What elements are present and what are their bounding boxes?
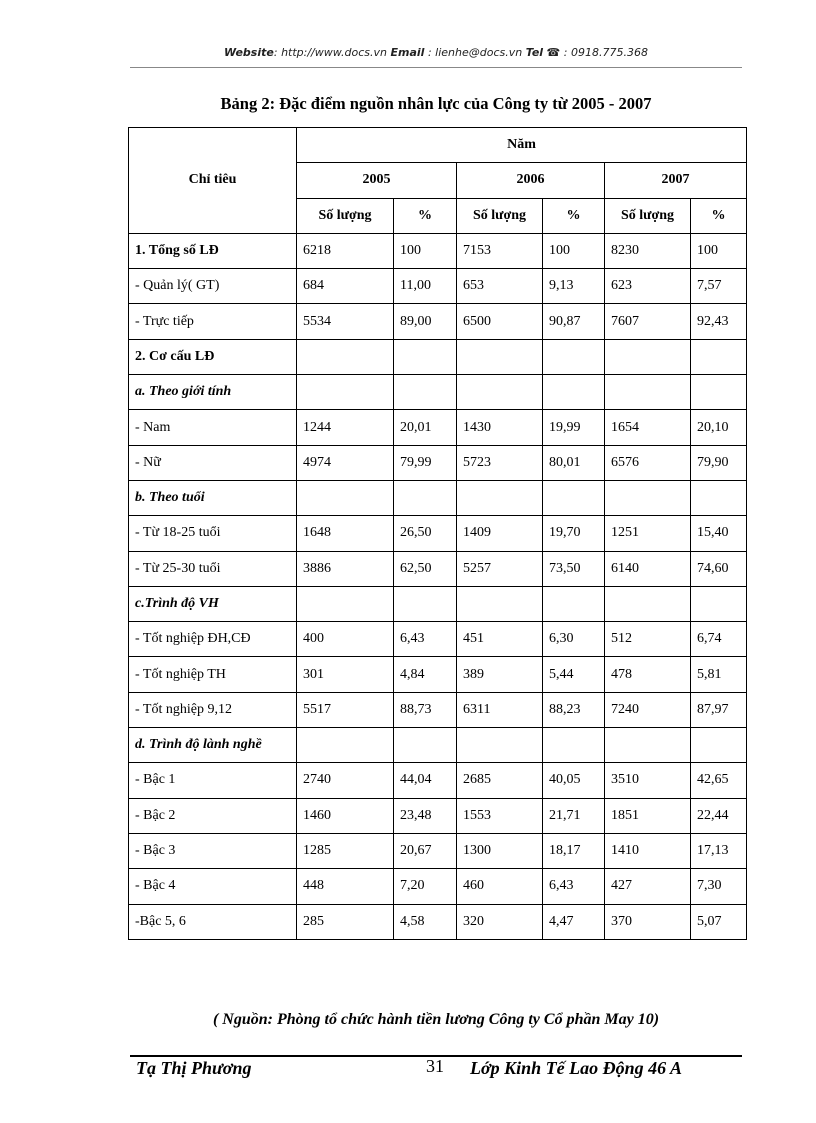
pct-cell: 4,58: [394, 904, 457, 939]
pct-header: %: [691, 198, 747, 233]
qty-cell: 1430: [457, 410, 543, 445]
pct-cell: 100: [543, 233, 605, 268]
row-label: - Tốt nghiệp TH: [129, 657, 297, 692]
pct-cell: 19,70: [543, 516, 605, 551]
pct-cell: 80,01: [543, 445, 605, 480]
year-header: 2007: [605, 163, 747, 198]
pct-header: %: [543, 198, 605, 233]
qty-cell: 653: [457, 269, 543, 304]
qty-cell: 6576: [605, 445, 691, 480]
row-label: -Bậc 5, 6: [129, 904, 297, 939]
row-label: - Từ 18-25 tuổi: [129, 516, 297, 551]
qty-cell: 3886: [297, 551, 394, 586]
qty-cell: 8230: [605, 233, 691, 268]
qty-cell: [605, 339, 691, 374]
tel-label: Tel: [525, 46, 544, 59]
qty-cell: 478: [605, 657, 691, 692]
qty-cell: 3510: [605, 763, 691, 798]
table-row: [129, 480, 747, 515]
pct-cell: 74,60: [691, 551, 747, 586]
source-note: ( Nguồn: Phòng tổ chức hành tiền lương Công ty Cổ phần May 10): [212, 1011, 660, 1028]
qty-header: Số lượng: [605, 198, 691, 233]
pct-cell: [543, 480, 605, 515]
website-url[interactable]: http://www.docs.vn: [281, 46, 388, 59]
pct-cell: 9,13: [543, 269, 605, 304]
row-label: - Tốt nghiệp 9,12: [129, 692, 297, 727]
qty-cell: [457, 339, 543, 374]
pct-cell: [543, 586, 605, 621]
row-label: a. Theo giới tính: [129, 375, 297, 410]
pct-cell: 5,81: [691, 657, 747, 692]
pct-cell: 89,00: [394, 304, 457, 339]
pct-cell: 4,47: [543, 904, 605, 939]
pct-cell: 40,05: [543, 763, 605, 798]
table-row: [129, 692, 747, 727]
pct-cell: 23,48: [394, 798, 457, 833]
pct-cell: 79,99: [394, 445, 457, 480]
row-label: 1. Tổng số LĐ: [129, 233, 297, 268]
pct-cell: [394, 339, 457, 374]
qty-cell: 512: [605, 622, 691, 657]
pct-cell: [691, 339, 747, 374]
pct-cell: [543, 728, 605, 763]
qty-cell: 1409: [457, 516, 543, 551]
pct-cell: [543, 339, 605, 374]
qty-cell: [457, 728, 543, 763]
table-row: [129, 657, 747, 692]
pct-cell: 79,90: [691, 445, 747, 480]
qty-cell: 460: [457, 869, 543, 904]
qty-header: Số lượng: [457, 198, 543, 233]
qty-cell: [297, 480, 394, 515]
website-label: Website: [224, 46, 274, 59]
email-separator: :: [424, 46, 436, 59]
year-header: 2006: [457, 163, 605, 198]
qty-cell: 370: [605, 904, 691, 939]
qty-cell: 623: [605, 269, 691, 304]
qty-cell: [457, 480, 543, 515]
qty-cell: 6218: [297, 233, 394, 268]
pct-cell: 42,65: [691, 763, 747, 798]
row-label: - Tốt nghiệp ĐH,CĐ: [129, 622, 297, 657]
qty-cell: [605, 375, 691, 410]
qty-cell: [297, 586, 394, 621]
qty-cell: 684: [297, 269, 394, 304]
qty-cell: 7240: [605, 692, 691, 727]
table-row: [129, 339, 747, 374]
pct-cell: [691, 375, 747, 410]
qty-cell: 2685: [457, 763, 543, 798]
pct-cell: [394, 375, 457, 410]
pct-cell: [691, 480, 747, 515]
pct-cell: 7,57: [691, 269, 747, 304]
footer-class: Lớp Kinh Tế Lao Động 46 A: [470, 1058, 683, 1078]
qty-cell: [605, 586, 691, 621]
indicator-header: Chỉ tiêu: [129, 128, 297, 234]
pct-cell: 73,50: [543, 551, 605, 586]
qty-cell: [605, 728, 691, 763]
pct-cell: 4,84: [394, 657, 457, 692]
row-label: - Quản lý( GT): [129, 269, 297, 304]
pct-cell: 20,67: [394, 833, 457, 868]
qty-cell: [605, 480, 691, 515]
row-label: - Nam: [129, 410, 297, 445]
row-label: - Bậc 1: [129, 763, 297, 798]
qty-cell: 6500: [457, 304, 543, 339]
pct-cell: 21,71: [543, 798, 605, 833]
qty-cell: 448: [297, 869, 394, 904]
qty-cell: 7153: [457, 233, 543, 268]
pct-cell: 88,73: [394, 692, 457, 727]
pct-cell: [394, 728, 457, 763]
qty-cell: 400: [297, 622, 394, 657]
pct-cell: 18,17: [543, 833, 605, 868]
qty-cell: 6140: [605, 551, 691, 586]
qty-cell: 1553: [457, 798, 543, 833]
qty-cell: 6311: [457, 692, 543, 727]
row-label: - Bậc 3: [129, 833, 297, 868]
row-label: - Từ 25-30 tuổi: [129, 551, 297, 586]
email-value[interactable]: lienhe@docs.vn: [435, 46, 523, 59]
qty-cell: 1460: [297, 798, 394, 833]
pct-cell: 11,00: [394, 269, 457, 304]
pct-cell: 90,87: [543, 304, 605, 339]
qty-cell: [297, 339, 394, 374]
pct-cell: 92,43: [691, 304, 747, 339]
table-row: [129, 410, 747, 445]
qty-cell: 5517: [297, 692, 394, 727]
qty-cell: 389: [457, 657, 543, 692]
qty-cell: 2740: [297, 763, 394, 798]
pct-cell: 6,43: [543, 869, 605, 904]
table-row: [129, 269, 747, 304]
qty-cell: 1300: [457, 833, 543, 868]
qty-cell: [457, 586, 543, 621]
pct-cell: [691, 586, 747, 621]
pct-cell: 7,30: [691, 869, 747, 904]
row-label: - Trực tiếp: [129, 304, 297, 339]
qty-cell: 5723: [457, 445, 543, 480]
qty-cell: 1410: [605, 833, 691, 868]
row-label: b. Theo tuổi: [129, 480, 297, 515]
website-separator: :: [273, 46, 282, 59]
table-row: [129, 728, 747, 763]
table-body: [129, 233, 747, 939]
pct-cell: 20,01: [394, 410, 457, 445]
qty-cell: 5534: [297, 304, 394, 339]
qty-cell: 5257: [457, 551, 543, 586]
pct-cell: 100: [691, 233, 747, 268]
pct-cell: 20,10: [691, 410, 747, 445]
table-row: [129, 304, 747, 339]
page-number: 31: [426, 1058, 444, 1076]
qty-cell: 1285: [297, 833, 394, 868]
qty-cell: 285: [297, 904, 394, 939]
pct-cell: 5,44: [543, 657, 605, 692]
pct-cell: 6,74: [691, 622, 747, 657]
row-label: d. Trình độ lành nghề: [129, 728, 297, 763]
row-label: - Bậc 2: [129, 798, 297, 833]
year-group-header: Năm: [297, 128, 747, 163]
header-divider: [130, 67, 742, 68]
pct-cell: 100: [394, 233, 457, 268]
pct-cell: 87,97: [691, 692, 747, 727]
email-label: Email: [390, 46, 425, 59]
pct-cell: 44,04: [394, 763, 457, 798]
tel-value: 0918.775.368: [570, 46, 648, 59]
qty-cell: 1251: [605, 516, 691, 551]
qty-cell: [457, 375, 543, 410]
row-label: - Bậc 4: [129, 869, 297, 904]
table-row: [129, 622, 747, 657]
qty-cell: 1244: [297, 410, 394, 445]
labor-table: [128, 127, 747, 940]
qty-cell: 1648: [297, 516, 394, 551]
pct-cell: 17,13: [691, 833, 747, 868]
table-row: [129, 763, 747, 798]
table-row: [129, 445, 747, 480]
pct-cell: 26,50: [394, 516, 457, 551]
pct-cell: 7,20: [394, 869, 457, 904]
pct-cell: 5,07: [691, 904, 747, 939]
row-label: - Nữ: [129, 445, 297, 480]
pct-cell: 88,23: [543, 692, 605, 727]
year-header: 2005: [297, 163, 457, 198]
qty-cell: 1654: [605, 410, 691, 445]
footer-divider: [130, 1055, 742, 1057]
table-row: [129, 904, 747, 939]
pct-cell: 15,40: [691, 516, 747, 551]
phone-icon: ☎ :: [543, 46, 571, 59]
table-row: [129, 551, 747, 586]
pct-header: %: [394, 198, 457, 233]
qty-cell: 7607: [605, 304, 691, 339]
table-row: [129, 233, 747, 268]
page-header: [130, 46, 742, 59]
pct-cell: [543, 375, 605, 410]
pct-cell: 6,43: [394, 622, 457, 657]
table-row: [129, 586, 747, 621]
table-row: [129, 869, 747, 904]
pct-cell: 6,30: [543, 622, 605, 657]
row-label: c.Trình độ VH: [129, 586, 297, 621]
qty-header: Số lượng: [297, 198, 394, 233]
qty-cell: 451: [457, 622, 543, 657]
pct-cell: 62,50: [394, 551, 457, 586]
table-row: [129, 833, 747, 868]
qty-cell: 301: [297, 657, 394, 692]
row-label: 2. Cơ cấu LĐ: [129, 339, 297, 374]
page-title: Bảng 2: Đặc điểm nguồn nhân lực của Công ty từ 2005 - 2007: [220, 94, 652, 113]
table-row: [129, 375, 747, 410]
pct-cell: 19,99: [543, 410, 605, 445]
page-footer: [130, 1058, 742, 1078]
footer-author: Tạ Thị Phương: [136, 1058, 252, 1078]
table-row: [129, 798, 747, 833]
qty-cell: 1851: [605, 798, 691, 833]
qty-cell: [297, 375, 394, 410]
qty-cell: 320: [457, 904, 543, 939]
qty-cell: 4974: [297, 445, 394, 480]
pct-cell: [394, 586, 457, 621]
qty-cell: [297, 728, 394, 763]
pct-cell: [691, 728, 747, 763]
pct-cell: [394, 480, 457, 515]
pct-cell: 22,44: [691, 798, 747, 833]
qty-cell: 427: [605, 869, 691, 904]
table-row: [129, 516, 747, 551]
